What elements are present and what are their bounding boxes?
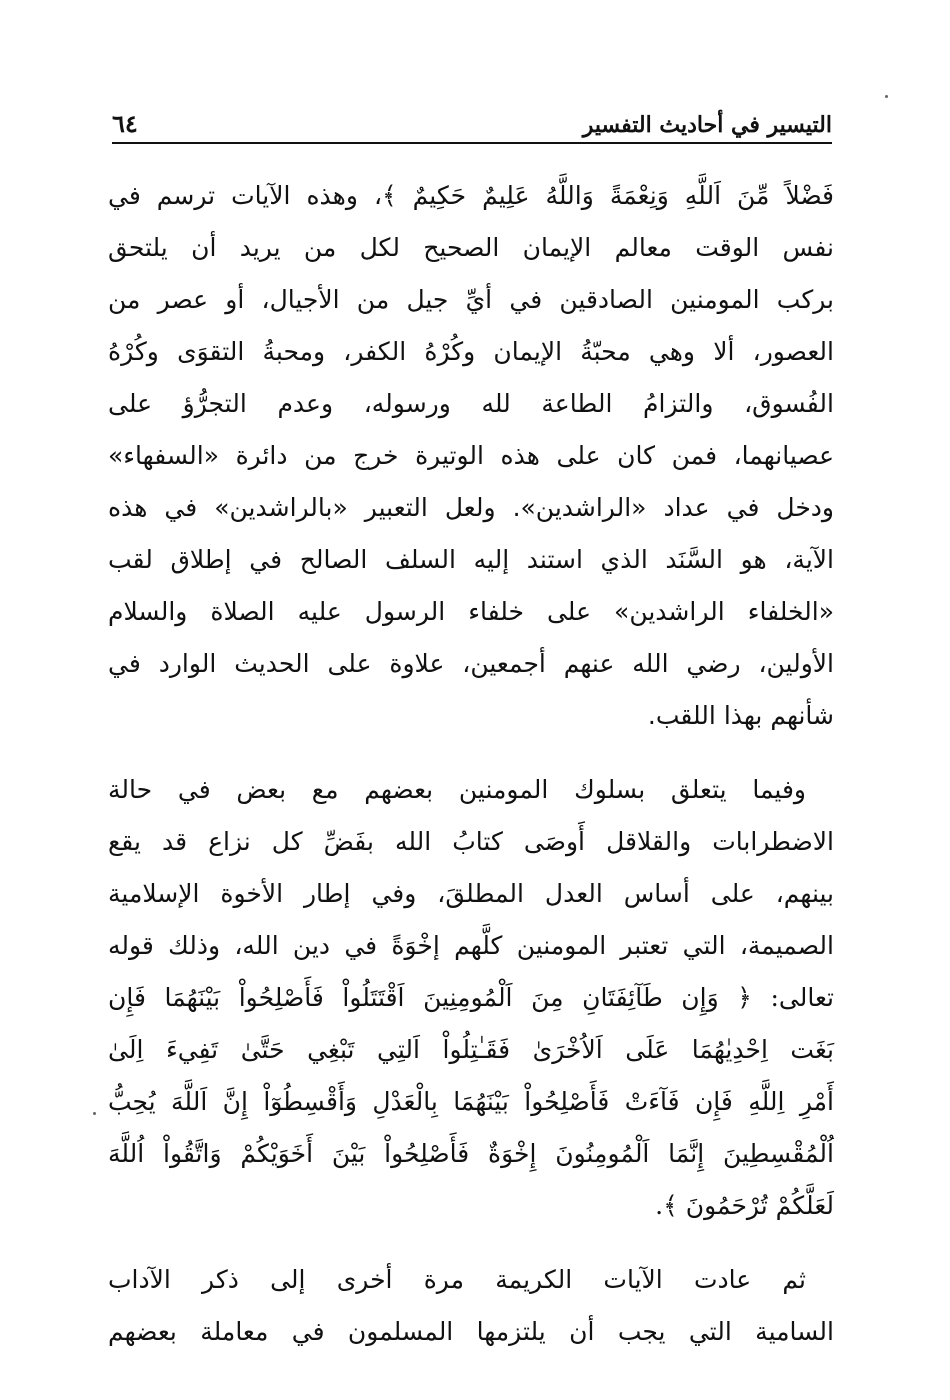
text-line: أَمْرِ اِللَّهِ فَإِن فَآءَتْ فَأَصْلِحُواْ بَيْنَهُمَا بِالْعَدْلِ وَأَقْسِطُوٓاْ إِنَّ اَللَّهَ يُحِبُّ [108, 1087, 834, 1116]
running-title: التيسير في أحاديث التفسير [582, 112, 832, 138]
paragraph-gap [108, 1232, 834, 1254]
text-line: الاضطرابات والقلاقل أَوصَى كتابُ الله بفَضِّ كل نزاع قد يقع [108, 827, 834, 856]
text-line: العصور، ألا وهي محبّةُ الإيمان وكُرْهُ الكفر، ومحبةُ التقوَى وكُرْهُ [108, 337, 834, 366]
text-line: السامية التي يجب أن يلتزمها المسلمون في معاملة بعضهم [108, 1317, 834, 1346]
text-line: بينهم، على أساس العدل المطلقَ، وفي إطار الأخوة الإسلامية [108, 879, 834, 908]
text-line: اُلْمُقْسِطِينَ إِنَّمَا اَلْمُومِنُونَ إِخْوَةٌ فَأَصْلِحُواْ بَيْنَ أَخَوَيْكُمْ وَاتَّقُواْ اُللَّهَ [108, 1139, 834, 1168]
text-line: الآية، هو السَّنَد الذي استند إليه السلف الصالح في إطلاق لقب [108, 545, 834, 574]
text-line: بَغَت اِحْدِيٰهُمَا عَلَى اَلاُخْرَىٰ فَقَـٰتِلُواْ اَلتِي تَبْغِي حَتَّىٰ تَفِيءَ اِلَىٰ [108, 1035, 834, 1064]
text-line: نفس الوقت معالم الإيمان الصحيح لكل من يريد أن يلتحق [108, 233, 834, 262]
text-line: «الخلفاء الراشدين» على خلفاء الرسول عليه الصلاة والسلام [108, 597, 834, 626]
text-line: بركب المومنين الصادقين في أيِّ جيل من الأجيال، أو عصر من [108, 285, 834, 314]
scan-speck [93, 1112, 96, 1115]
paragraph-3 [108, 1254, 834, 1358]
text-line: فَضْلاً مِّنَ اَللَّهِ وَنِعْمَةً وَاللَّهُ عَلِيمٌ حَكِيمٌ ﴾، وهذه الآيات ترسم في [108, 181, 834, 210]
paragraph-2 [108, 764, 834, 1232]
text-line: تعالى: ﴿ وَإِن طَآئِفَتَانِ مِنَ اَلْمُومِنِينَ اَقْتَتَلُواْ فَأَصْلِحُواْ بَيْنَهُمَا فَإِن [108, 983, 834, 1012]
text-line: وفيما يتعلق بسلوك المومنين بعضهم مع بعض في حالة [108, 775, 806, 804]
text-line: الفُسوق، والتزامُ الطاعة لله ورسوله، وعدم التجرُّؤ على [108, 389, 834, 418]
text-line: عصيانهما، فمن كان على هذه الوتيرة خرج من دائرة «السفهاء» [108, 441, 834, 470]
text-line: شأنهم بهذا اللقب. [647, 701, 834, 730]
body-text [108, 170, 834, 1358]
text-line: ثم عادت الآيات الكريمة مرة أخرى إلى ذكر الآداب [108, 1265, 806, 1294]
paragraph-1 [108, 170, 834, 742]
page-number: ٦٤ [112, 109, 138, 138]
text-line: لَعَلَّكُمْ تُرْحَمُونَ ﴾. [655, 1191, 834, 1220]
text-line: الأولين، رضي الله عنهم أجمعين، علاوة على الحديث الوارد في [108, 649, 834, 678]
text-line: الصميمة، التي تعتبر المومنين كلَّهم إخْوَةً في دين الله، وذلك قوله [108, 931, 834, 960]
running-header [112, 104, 832, 144]
text-line: ودخل في عداد «الراشدين». ولعل التعبير «بالراشدين» في هذه [108, 493, 834, 522]
paragraph-gap [108, 742, 834, 764]
scan-speck [885, 95, 888, 98]
